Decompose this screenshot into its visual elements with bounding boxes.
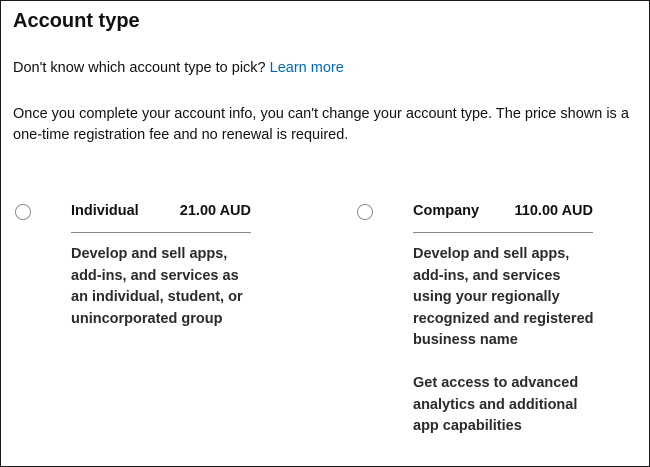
registration-notice: Once you complete your account info, you can't change your account type. The price shown is a one-time registration fee and no renewal is required.	[13, 106, 629, 143]
company-option-extra-description: Get access to advanced analytics and additional app capabilities	[413, 375, 579, 434]
account-type-hint	[13, 60, 344, 76]
individual-option-price: 21.00 AUD	[179, 203, 251, 219]
individual-option-description: Develop and sell apps, add-ins, and services as an individual, student, or unincorporated group	[71, 246, 243, 327]
company-option-description: Develop and sell apps, add-ins, and services using your regionally recognized and registered business name	[413, 246, 594, 348]
hint-text: Don't know which account type to pick?	[13, 60, 270, 76]
individual-option-name: Individual	[71, 203, 139, 219]
page-title: Account type	[13, 10, 140, 32]
individual-option-header	[71, 199, 251, 233]
learn-more-link[interactable]: Learn more	[269, 60, 344, 76]
company-option-header	[413, 199, 593, 233]
individual-radio[interactable]	[15, 204, 31, 220]
company-radio[interactable]	[357, 204, 373, 220]
company-option-name: Company	[413, 203, 480, 219]
company-option-price: 110.00 AUD	[514, 203, 593, 219]
